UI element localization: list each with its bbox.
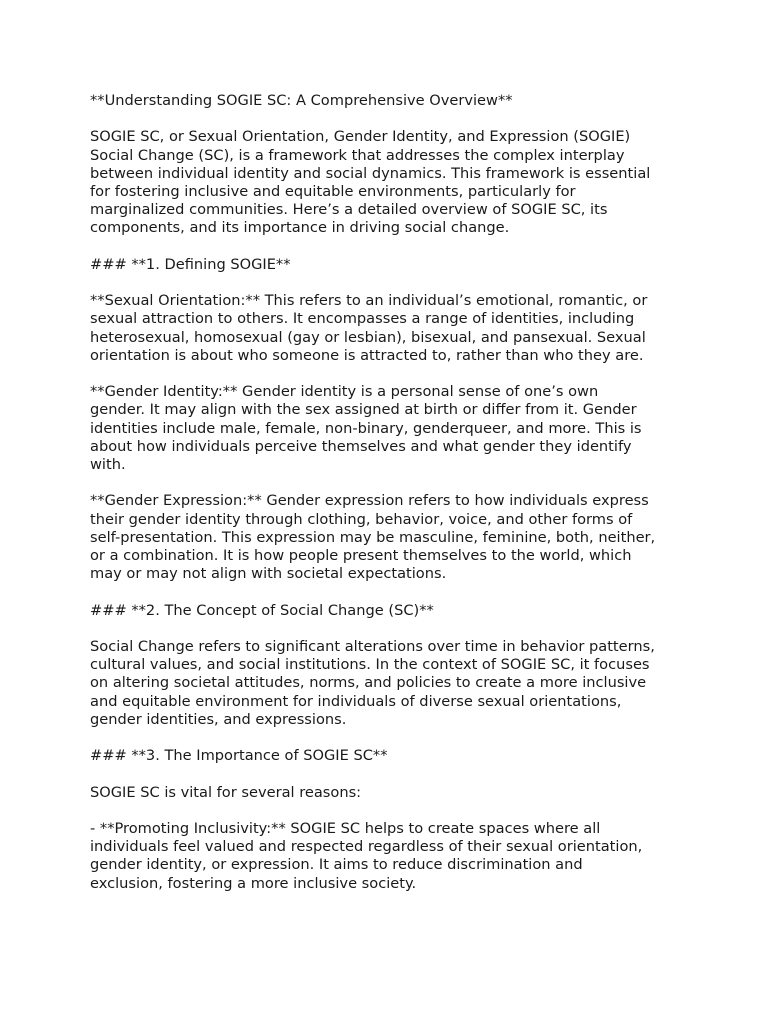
text-line: Social Change refers to significant alterations over time in behavior patterns,: [90, 637, 655, 655]
social-change-paragraph: [90, 638, 690, 729]
text-line: ### **1. Defining SOGIE**: [90, 255, 291, 273]
text-line: SOGIE SC, or Sexual Orientation, Gender Identity, and Expression (SOGIE): [90, 128, 631, 146]
document-title: [90, 92, 690, 110]
text-line: Social Change (SC), is a framework that addresses the complex interplay: [90, 146, 625, 164]
reasons-intro-paragraph: [90, 784, 690, 802]
text-line: **Understanding SOGIE SC: A Comprehensive Overview**: [90, 92, 513, 109]
text-line: their gender identity through clothing, behavior, voice, and other forms of: [90, 510, 633, 528]
text-line: or a combination. It is how people present themselves to the world, which: [90, 547, 632, 564]
text-line: gender identity, or expression. It aims to reduce discrimination and: [90, 856, 583, 874]
text-line: cultural values, and social institutions. In the context of SOGIE SC, it focuses: [90, 656, 650, 674]
promoting-inclusivity-list-item: [90, 820, 690, 893]
text-line: **Sexual Orientation:** This refers to an individual’s emotional, romantic, or: [90, 292, 648, 310]
text-line: gender identities, and expressions.: [90, 710, 347, 728]
text-line: ### **3. The Importance of SOGIE SC**: [90, 747, 388, 765]
text-line: sexual attraction to others. It encompasses a range of identities, including: [90, 310, 635, 328]
text-line: gender. It may align with the sex assigned at birth or differ from it. Gender: [90, 401, 637, 419]
text-line: orientation is about who someone is attracted to, rather than who they are.: [90, 346, 644, 364]
text-line: identities include male, female, non-binary, genderqueer, and more. This is: [90, 419, 642, 437]
text-line: individuals feel valued and respected regardless of their sexual orientation,: [90, 838, 643, 856]
text-line: ### **2. The Concept of Social Change (SC)**: [90, 601, 434, 619]
document-page: [90, 92, 690, 911]
text-line: about how individuals perceive themselves and what gender they identify: [90, 437, 632, 455]
text-line: exclusion, fostering a more inclusive society.: [90, 874, 417, 892]
section-heading-importance: [90, 747, 690, 765]
text-line: with.: [90, 456, 126, 473]
text-line: - **Promoting Inclusivity:** SOGIE SC helps to create spaces where all: [90, 819, 601, 837]
text-line: may or may not align with societal expectations.: [90, 565, 447, 583]
gender-expression-paragraph: [90, 492, 690, 583]
text-line: on altering societal attitudes, norms, and policies to create a more inclusive: [90, 674, 647, 692]
text-line: components, and its importance in driving social change.: [90, 219, 510, 237]
text-line: between individual identity and social dynamics. This framework is essential: [90, 164, 651, 182]
text-line: heterosexual, homosexual (gay or lesbian), bisexual, and pansexual. Sexual: [90, 328, 646, 346]
text-line: SOGIE SC is vital for several reasons:: [90, 783, 362, 801]
text-line: **Gender Expression:** Gender expression refers to how individuals express: [90, 492, 649, 510]
text-line: marginalized communities. Here’s a detailed overview of SOGIE SC, its: [90, 201, 608, 219]
text-line: **Gender Identity:** Gender identity is a personal sense of one’s own: [90, 383, 599, 401]
sexual-orientation-paragraph: [90, 292, 690, 365]
section-heading-defining-sogie: [90, 256, 690, 274]
text-line: self-presentation. This expression may be masculine, feminine, both, neither,: [90, 528, 656, 546]
section-heading-social-change: [90, 602, 690, 620]
intro-paragraph: [90, 128, 690, 237]
text-line: and equitable environment for individuals of diverse sexual orientations,: [90, 692, 622, 710]
text-line: for fostering inclusive and equitable environments, particularly for: [90, 183, 576, 200]
gender-identity-paragraph: [90, 383, 690, 474]
